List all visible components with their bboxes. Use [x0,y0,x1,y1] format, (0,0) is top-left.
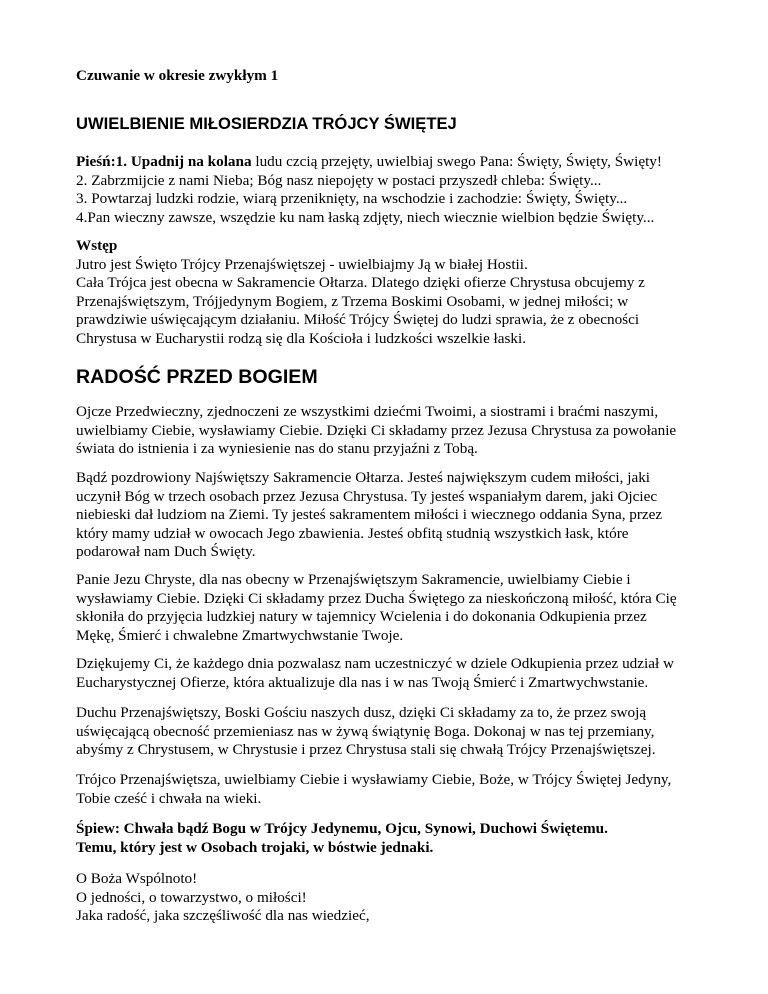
paragraph-ojcze [76,403,728,459]
paragraph-line: który mamy udział w owocach Jego zbawienia. Jesteś obfitą studnią wszystkich łask, które [76,524,629,542]
paragraph-line: Bądź pozdrowiony Najświętszy Sakramencie Ołtarza. Jesteś największym cudem miłości, jaki [76,469,651,486]
intro-line-3: Przenajświętszym, Trójjedynym Bogiem, z Trzema Boskimi Osobami, w jednej miłości; w [76,292,629,310]
closing-paragraph [76,870,728,926]
intro-line-1: Jutro jest Święto Trójcy Przenajświętszej - uwielbiajmy Ją w białej Hostii. [76,255,528,273]
intro-heading: Wstęp [76,237,118,254]
paragraph-line: Tobie cześć i chwała na wieki. [76,789,262,807]
paragraph-badz-pozdrowiony [76,469,728,562]
intro-line-4: prawdziwie uświęcającym działaniu. Miłość Trójcy Świętej do ludzi sprawia, że z obecności [76,311,640,329]
section-heading-uwielbienie [76,115,728,134]
section-heading-text: RADOŚĆ PRZED BOGIEM [76,366,318,388]
song-line-4: 4.Pan wieczny zawsze, wszędzie ku nam łaską zdjęty, niech wiecznie wielbion będzie Święty... [76,208,655,226]
paragraph-line: podarował nam Duch Święty. [76,543,256,561]
section-heading-text: UWIELBIENIE MIŁOSIERDZIA TRÓJCY ŚWIĘTEJ [76,114,457,133]
paragraph-duchu [76,704,728,760]
paragraph-line: świata do istnienia i za wyniesienie nas do stanu przyjaźni z Tobą. [76,440,478,458]
song-line-1 [76,153,728,172]
song-paragraph [76,153,728,227]
paragraph-line: uczynił Bóg w trzech osobach przez Jezusa Chrystusa. Ty jesteś wspaniałym darem, jaki Ojciec [76,487,658,505]
paragraph-line: wysławiamy Ciebie. Dzięki Ci składamy przez Ducha Świętego za nieskończoną miłość, która Cię [76,589,677,607]
paragraph-line: skłoniła do przyjęcia ludzkiej natury w tajemnicy Wcielenia i do dokonania Odkupienia przez [76,608,647,626]
chant-line-1: Śpiew: Chwała bądź Bogu w Trójcy Jedynemu, Ojcu, Synowi, Duchowi Świętemu. [76,820,608,837]
chant-paragraph [76,820,728,857]
paragraph-dziekujemy [76,655,728,692]
paragraph-line: Ojcze Przedwieczny, zjednoczeni ze wszystkimi dziećmi Twoimi, a siostrami i braćmi naszymi, [76,403,659,420]
closing-line-3: Jaka radość, jaka szczęśliwość dla nas wiedzieć, [76,907,370,925]
paragraph-line: Trójco Przenajświętsza, uwielbiamy Ciebie i wysławiamy Ciebie, Boże, w Trójcy Świętej Jedyny, [76,771,672,788]
song-first-rest: ludu czcią przejęty, uwielbiaj swego Pana: Święty, Święty, Święty! [251,153,662,170]
song-first-bold: 1. Upadnij na kolana [115,153,252,170]
song-line-3: 3. Powtarzaj ludzki rodzie, wiarą przeniknięty, na wschodzie i zachodzie: Święty, Święty... [76,190,628,208]
intro-paragraph [76,237,728,349]
paragraph-line: uświęcającą obecność przemieniasz nas w żywą świątynię Boga. Dokonaj w nas tej przemiany, [76,722,655,740]
section-heading-radosc [76,368,728,387]
paragraph-line: Mękę, Śmierć i chwalebne Zmartwychwstanie Twoje. [76,626,404,644]
paragraph-trojco [76,771,728,808]
paragraph-panie-jezu [76,571,728,645]
paragraph-line: niebieski dał ludziom na Ziemi. Ty jesteś sakramentem miłości i wiecznego oddania Syna, przez [76,506,663,524]
song-label: Pieśń: [76,153,116,170]
intro-line-5: Chrystusa w Eucharystii rodzą się dla Kościoła i ludzkości wszelkie łaski. [76,329,527,347]
chant-line-2: Temu, który jest w Osobach trojaki, w bóstwie jednaki. [76,838,434,856]
document-title [76,67,728,86]
paragraph-line: Duchu Przenajświętszy, Boski Gościu naszych dusz, dzięki Ci składamy za to, że przez swoją [76,704,647,721]
paragraph-line: abyśmy z Chrystusem, w Chrystusie i przez Chrystusa stali się chwałą Trójcy Przenajświętszej. [76,741,656,759]
paragraph-line: Panie Jezu Chryste, dla nas obecny w Przenajświętszym Sakramencie, uwielbiamy Ciebie i [76,571,631,588]
intro-line-2: Cała Trójca jest obecna w Sakramencie Ołtarza. Dlatego dzięki ofierze Chrystusa obcujemy z [76,274,645,292]
paragraph-line: Eucharystycznej Ofierze, która aktualizuje dla nas i w nas Twoją Śmierć i Zmartwychwstanie. [76,673,649,691]
closing-line-1: O Boża Wspólnoto! [76,870,198,887]
document-title-text: Czuwanie w okresie zwykłym 1 [76,67,279,84]
paragraph-line: Dziękujemy Ci, że każdego dnia pozwalasz nam uczestniczyć w dziele Odkupienia przez udział w [76,655,674,672]
paragraph-line: uwielbiamy Ciebie, wysławiamy Ciebie. Dzięki Ci składamy przez Jezusa Chrystusa za powołanie [76,421,677,439]
closing-line-2: O jedności, o towarzystwo, o miłości! [76,888,307,906]
song-line-2: 2. Zabrzmijcie z nami Nieba; Bóg nasz niepojęty w postaci przyszedł chleba: Święty... [76,171,602,189]
